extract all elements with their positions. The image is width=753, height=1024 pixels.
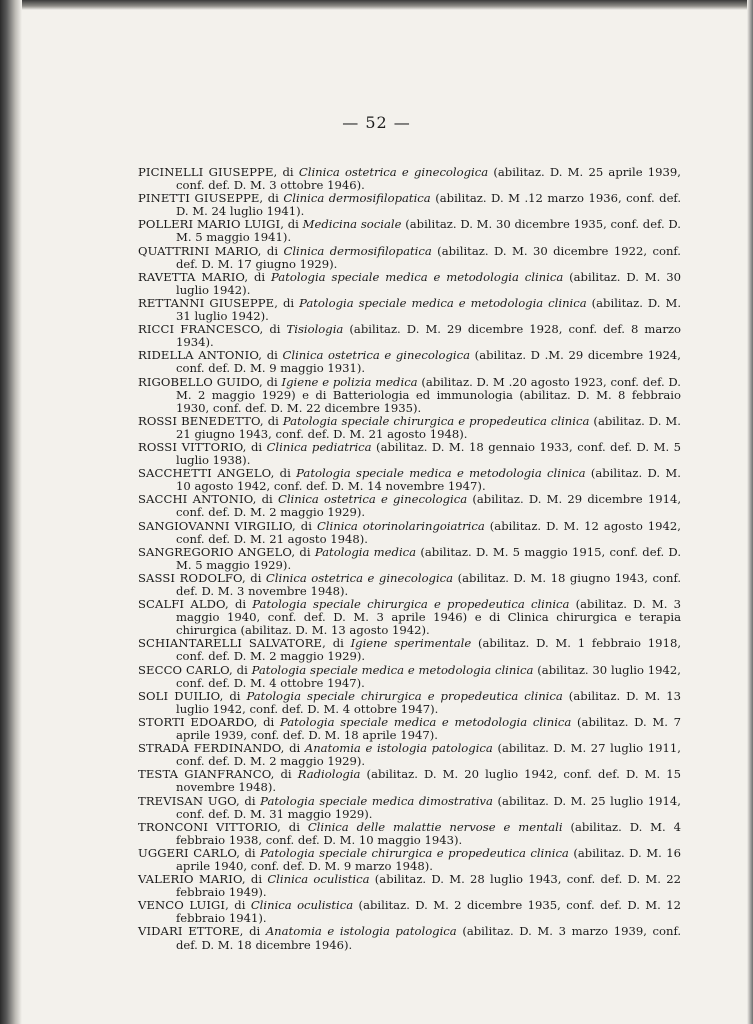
entry-name: TRONCONI VITTORIO,: [138, 819, 281, 834]
entry-details: (abilitaz. D. M .20 agosto 1923, conf. def. D. M. 2 maggio 1929) e di Batteriologia ed immunologia (abilitaz. D. M. 8 febbraio 1930, conf. def. D. M. 22 dicembre 1935).: [176, 374, 681, 415]
entry-item: [138, 376, 681, 415]
entry-name: VIDARI ETTORE,: [138, 924, 244, 939]
entry-name: RAVETTA MARIO,: [138, 269, 249, 284]
entry-subject: Clinica oculistica: [267, 872, 370, 887]
entry-item: [138, 742, 681, 768]
entry-item: [138, 546, 681, 572]
entry-name: SACCHETTI ANGELO,: [138, 466, 275, 481]
entry-name: SECCO CARLO,: [138, 662, 233, 677]
scan-right-edge: [747, 0, 753, 1024]
entry-details: (abilitaz. D. M. 21 giugno 1943, conf. def. D. M. 21 agosto 1948).: [176, 413, 681, 441]
entry-connector: di: [277, 165, 299, 179]
entry-subject: Clinica otorinolaringoiatrica: [316, 518, 485, 533]
entry-name: PINETTI GIUSEPPE,: [138, 191, 264, 206]
entry-details: (abilitaz. D. M. 5 maggio 1915, conf. def. D. M. 5 maggio 1929).: [176, 544, 681, 572]
entry-item: [138, 415, 681, 441]
entry-subject: Patologia medica: [314, 544, 417, 559]
entry-details: (abilitaz. D. M. 30 luglio 1942).: [176, 269, 681, 297]
entry-item: [138, 245, 681, 271]
entry-details: (abilitaz. D. M. 18 gennaio 1933, conf. def. D. M. 5 luglio 1938).: [176, 439, 681, 468]
entry-details: (abilitaz. D. M. 1 febbraio 1918, conf. def. D. M. 2 maggio 1929).: [176, 636, 682, 664]
entry-connector: di: [245, 872, 268, 887]
entry-subject: Patologia speciale chirurgica e propedeutica clinica: [252, 597, 570, 612]
entry-item: [138, 768, 681, 794]
entry-name: SANGREGORIO ANGELO,: [138, 544, 296, 559]
entry-subject: Patologia speciale chirurgica e propedeutica clinica: [246, 688, 563, 703]
entry-item: [138, 598, 681, 637]
entry-item: [138, 572, 681, 598]
entry-details: (abilitaz. D. M. 3 maggio 1940, conf. def. D. M. 3 aprile 1946) e di Clinica chirurgica e terapia chirurgica (abilitaz. D. M. 13 agosto 1942).: [176, 597, 681, 638]
entry-details: (abilitaz. D. M. 10 agosto 1942, conf. def. D. M. 14 novembre 1947).: [176, 466, 681, 494]
entry-item: [138, 441, 681, 467]
entry-item: [138, 271, 681, 297]
entry-connector: di: [274, 466, 297, 481]
entry-details: (abilitaz. D. M. 16 aprile 1940, conf. def. D. M. 9 marzo 1948).: [176, 845, 681, 873]
entry-subject: Patologia speciale medica e metodologia clinica: [251, 662, 534, 677]
entry-details: (abilitaz. D .M. 29 dicembre 1924, conf. def. D. M. 9 maggio 1931).: [176, 348, 681, 376]
entry-connector: di: [228, 898, 251, 913]
entry-connector: di: [232, 662, 252, 677]
entry-name: SANGIOVANNI VIRGILIO,: [138, 518, 296, 533]
entry-connector: di: [284, 741, 305, 756]
entry-connector: di: [248, 269, 272, 284]
entry-item: [138, 349, 681, 375]
entry-name: RICCI FRANCESCO,: [138, 322, 264, 337]
entry-subject: Radiologia: [297, 767, 361, 782]
entry-item: [138, 873, 681, 899]
entry-details: (abilitaz. D. M. 28 luglio 1943, conf. def. D. M. 22 febbraio 1949).: [176, 872, 681, 900]
entry-connector: di: [280, 819, 308, 834]
entry-connector: di: [263, 191, 284, 206]
entry-subject: Patologia speciale medica e metodologia clinica: [299, 295, 587, 310]
entry-details: (abilitaz. D. M. 31 luglio 1942).: [176, 295, 681, 324]
entry-subject: Medicina sociale: [302, 217, 402, 232]
entry-name: SASSI RODOLFO,: [138, 570, 246, 585]
entry-connector: di: [223, 688, 247, 703]
entry-subject: Clinica pediatrica: [266, 439, 372, 454]
entry-item: [138, 218, 681, 244]
entry-item: [138, 166, 681, 192]
entry-name: TREVISAN UGO,: [138, 793, 240, 808]
entry-connector: di: [256, 492, 278, 507]
entry-connector: di: [263, 322, 287, 337]
entry-subject: Clinica dermosifilopatica: [283, 243, 432, 258]
scan-top-edge: [0, 0, 753, 10]
entry-connector: di: [246, 439, 267, 454]
entry-connector: di: [295, 518, 317, 533]
entry-name: SOLI DUILIO,: [138, 688, 224, 703]
entry-subject: Patologia speciale medica e metodologia clinica: [296, 466, 586, 481]
entry-details: (abilitaz. D. M. 13 luglio 1942, conf. def. D. M. 4 ottobre 1947).: [176, 688, 681, 716]
entry-subject: Clinica ostetrica e ginecologica: [265, 570, 454, 585]
entry-connector: di: [261, 243, 284, 258]
entry-details: (abilitaz. D. M. 27 luglio 1911, conf. def. D. M. 2 maggio 1929).: [176, 741, 681, 769]
page-number: — 52 —: [342, 113, 411, 132]
entry-subject: Clinica dermosifilopatica: [283, 191, 431, 206]
entry-details: (abilitaz. D. M. 30 dicembre 1935, conf. def. D. M. 5 maggio 1941).: [176, 217, 681, 245]
entry-item: [138, 520, 681, 546]
entry-item: [138, 821, 681, 847]
entry-name: VALERIO MARIO,: [138, 872, 246, 887]
entry-name: VENCO LUIGI,: [138, 898, 229, 913]
entry-subject: Patologia speciale medica e metodologia clinica: [271, 269, 564, 284]
entry-subject: Patologia speciale medica e metodologia clinica: [279, 714, 572, 729]
entry-subject: Patologia speciale chirurgica e propedeutica clinica: [260, 845, 569, 860]
entry-subject: Clinica ostetrica e ginecologica: [298, 165, 489, 179]
entry-connector: di: [240, 845, 261, 860]
entry-subject: Anatomia e istologia patologica: [304, 741, 493, 756]
entry-name: QUATTRINI MARIO,: [138, 243, 262, 258]
entry-subject: Patologia speciale medica dimostrativa: [260, 793, 493, 808]
entry-connector: di: [263, 413, 283, 428]
entry-name: TESTA GIANFRANCO,: [138, 767, 275, 782]
entry-item: [138, 716, 681, 742]
entry-item: [138, 899, 681, 925]
entry-details: (abilitaz. D. M. 20 luglio 1942, conf. def. D. M. 15 novembre 1948).: [176, 767, 681, 795]
entry-connector: di: [239, 793, 261, 808]
entry-item: [138, 467, 681, 493]
entry-connector: di: [262, 374, 282, 389]
entry-connector: di: [228, 597, 253, 612]
entry-item: [138, 847, 681, 873]
entry-subject: Clinica delle malattie nervose e mentali: [307, 819, 563, 834]
entry-name: STRADA FERDINANDO,: [138, 741, 285, 756]
entry-item: [138, 690, 681, 716]
entry-list: [138, 166, 681, 952]
entry-details: (abilitaz. D. M. 4 febbraio 1938, conf. def. D. M. 10 maggio 1943).: [176, 819, 681, 847]
entry-name: STORTI EDOARDO,: [138, 714, 258, 729]
entry-connector: di: [284, 217, 303, 232]
entry-name: ROSSI BENEDETTO,: [138, 413, 264, 428]
entry-details: (abilitaz. D. M. 25 aprile 1939, conf. def. D. M. 3 ottobre 1946).: [176, 165, 681, 193]
entry-name: PICINELLI GIUSEPPE,: [138, 165, 278, 179]
entry-item: [138, 664, 681, 690]
entry-subject: Anatomia e istologia patologica: [265, 924, 457, 939]
scan-left-edge: [0, 0, 22, 1024]
entry-name: RIDELLA ANTONIO,: [138, 348, 263, 363]
entry-details: (abilitaz. D. M. 29 dicembre 1928, conf. def. 8 marzo 1934).: [176, 322, 681, 350]
entry-details: (abilitaz. D. M. 29 dicembre 1914, conf. def. D. M. 2 maggio 1929).: [176, 492, 682, 520]
entry-item: [138, 192, 681, 218]
entry-name: RETTANNI GIUSEPPE,: [138, 295, 279, 310]
entry-details: (abilitaz. D. M. 7 aprile 1939, conf. def. D. M. 18 aprile 1947).: [176, 714, 681, 743]
entry-name: SACCHI ANTONIO,: [138, 492, 257, 507]
entry-subject: Clinica ostetrica e ginecologica: [277, 492, 468, 507]
entry-item: [138, 493, 681, 519]
entry-subject: Patologia speciale chirurgica e propedeutica clinica: [282, 413, 590, 428]
entry-item: [138, 297, 681, 323]
entry-item: [138, 323, 681, 349]
entry-details: (abilitaz. D. M. 2 dicembre 1935, conf. def. D. M. 12 febbraio 1941).: [176, 898, 681, 926]
entry-name: ROSSI VITTORIO,: [138, 439, 247, 454]
entry-name: SCALFI ALDO,: [138, 597, 229, 612]
entry-subject: Tisiologia: [286, 322, 344, 337]
entry-details: (abilitaz. D. M. 25 luglio 1914, conf. def. D. M. 31 maggio 1929).: [176, 793, 681, 821]
entry-connector: di: [274, 767, 298, 782]
entry-details: (abilitaz. D. M. 12 agosto 1942, conf. def. D. M. 21 agosto 1948).: [176, 518, 681, 546]
entry-name: RIGOBELLO GUIDO,: [138, 374, 263, 389]
entry-item: [138, 637, 681, 663]
entry-name: UGGERI CARLO,: [138, 845, 241, 860]
entry-connector: di: [278, 295, 300, 310]
entry-connector: di: [295, 544, 315, 559]
entry-connector: di: [325, 636, 351, 651]
entry-details: (abilitaz. D. M. 30 dicembre 1922, conf. def. D. M. 17 giugno 1929).: [176, 243, 681, 271]
entry-details: (abilitaz. D. M. 3 marzo 1939, conf. def. D. M. 18 dicembre 1946).: [176, 924, 682, 952]
entry-connector: di: [262, 348, 283, 363]
entry-details: (abilitaz. D. M. 18 giugno 1943, conf. def. D. M. 3 novembre 1948).: [176, 570, 682, 598]
entry-item: [138, 795, 681, 821]
entry-details: (abilitaz. 30 luglio 1942, conf. def. D. M. 4 ottobre 1947).: [176, 662, 681, 690]
entry-subject: Clinica oculistica: [250, 898, 354, 913]
entry-name: SCHIANTARELLI SALVATORE,: [138, 636, 326, 651]
entry-subject: Igiene sperimentale: [350, 636, 472, 651]
entry-connector: di: [257, 714, 280, 729]
entry-details: (abilitaz. D. M .12 marzo 1936, conf. def. D. M. 24 luglio 1941).: [176, 191, 681, 219]
entry-subject: Clinica ostetrica e ginecologica: [282, 348, 471, 363]
entry-item: [138, 925, 681, 951]
entry-name: POLLERI MARIO LUIGI,: [138, 217, 284, 232]
entry-connector: di: [243, 924, 266, 939]
entry-connector: di: [245, 570, 266, 585]
entry-subject: Igiene e polizia medica: [281, 374, 418, 389]
